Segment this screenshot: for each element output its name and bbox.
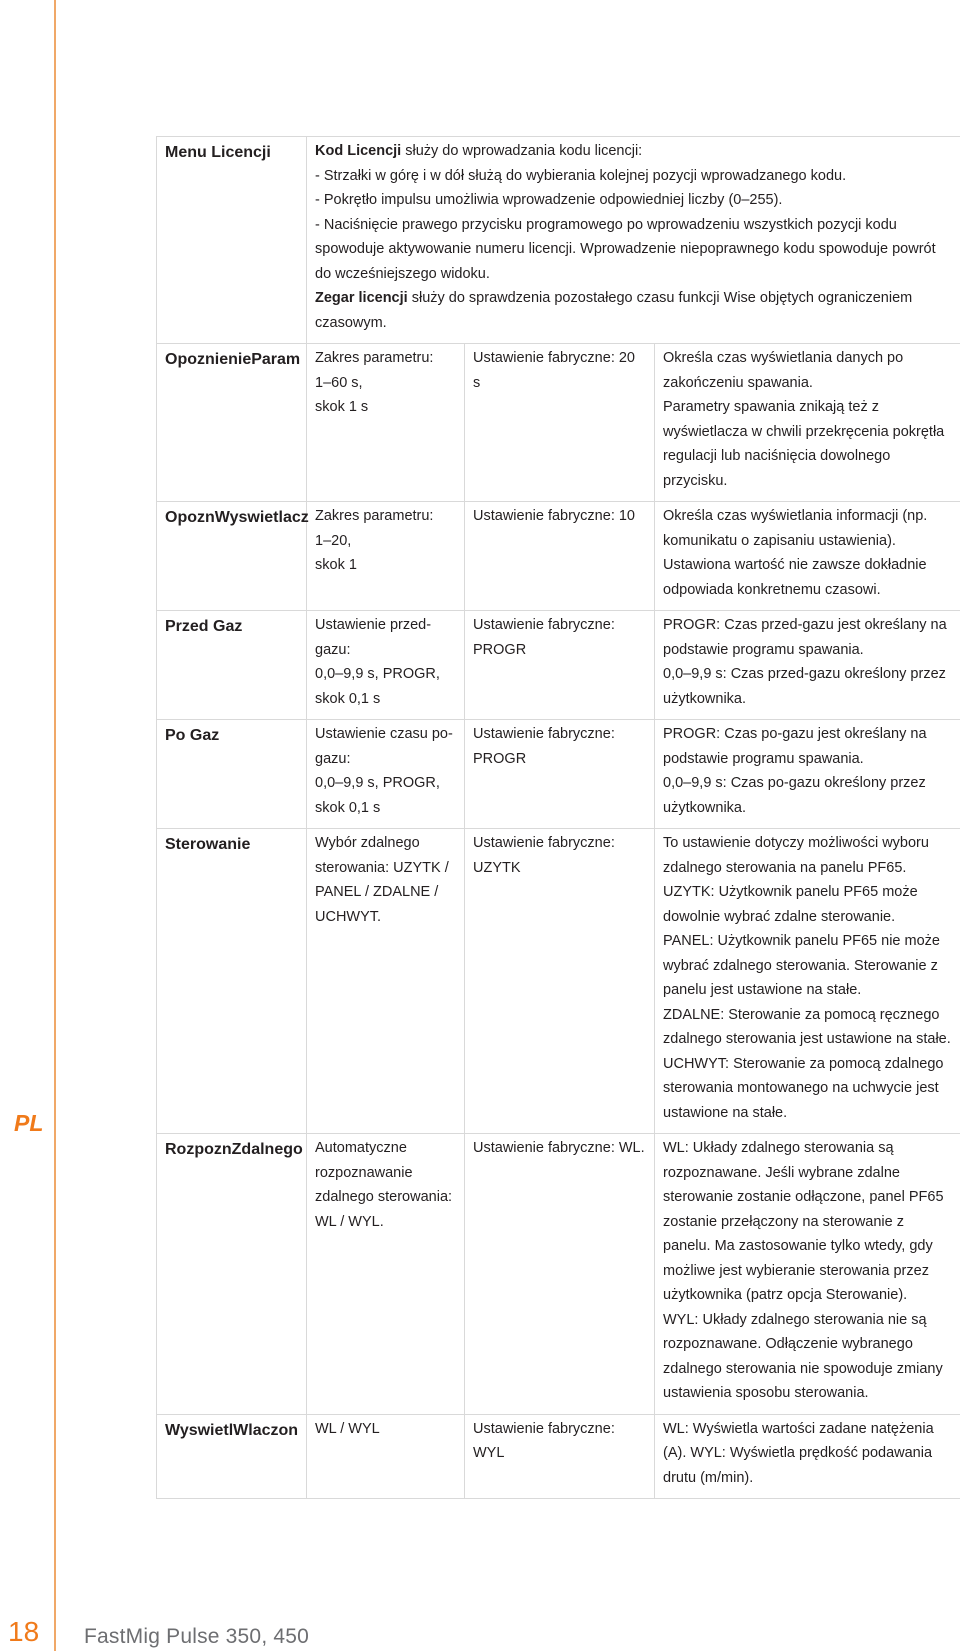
parameter-name: RozpoznZdalnego [157,1134,307,1415]
parameter-range-line: WL / WYL [315,1420,380,1437]
parameter-description [655,829,960,1134]
parameter-description-line: Parametry spawania znikają też z wyświetlacza w chwili przekręcenia pokrętła regulacji lub naciśnięcia dowolnego przycisku. [663,399,945,489]
parameter-name: OpoznienieParam [157,344,307,502]
factory-setting-line: PROGR [473,750,527,767]
parameter-range [307,720,465,829]
parameter-description-line: UZYTK: Użytkownik panelu PF65 może dowolnie wybrać zdalne sterowanie. [663,884,918,925]
factory-setting [465,829,655,1134]
parameter-description-line: Określa czas wyświetlania informacji (np. komunikatu o zapisaniu ustawienia). [663,508,928,549]
factory-setting-line: Ustawienie fabryczne: [473,835,615,851]
factory-setting [465,1134,655,1415]
parameter-description [655,1134,960,1415]
parameter-range-line: 1–20, [315,532,352,549]
parameter-range [307,502,465,611]
table-row [157,344,960,502]
parameter-description-line: PROGR: Czas po-gazu jest określany na podstawie programu spawania. [663,726,927,767]
factory-setting-line: Ustawienie fabryczne: 20 s [473,350,635,391]
factory-setting [465,1414,655,1499]
parameter-description-line: Określa czas wyświetlania danych po zakończeniu spawania. [663,350,904,391]
factory-setting-line: PROGR [473,641,527,658]
parameter-description-line: WYL: Układy zdalnego sterowania nie są rozpoznawane. Odłączenie wybranego zdalnego sterowania nie spowoduje zmiany ustawienia sposobu sterowania. [663,1311,943,1401]
parameter-range-line: skok 1 [315,557,357,573]
parameter-name: OpoznWyswietlacz [157,502,307,611]
parameter-range-line: skok 1 s [315,399,369,415]
parameter-table [156,136,960,1499]
parameter-range-line: skok 0,1 s [315,799,381,816]
licence-line: - Naciśnięcie prawego przycisku programowego po wprowadzeniu wszystkich pozycji kodu spowoduje aktywowanie numeru licencji. Wprowadzenie niepoprawnego kodu spowoduje powrót do wcześniejszego widoku. [315,216,936,282]
parameter-description-line: To ustawienie dotyczy możliwości wyboru zdalnego sterowania na panelu PF65. [663,835,929,876]
parameter-range-line: 1–60 s, [315,374,363,391]
licence-code-text: służy do wprowadzania kodu licencji: [401,143,643,159]
licence-line: - Pokrętło impulsu umożliwia wprowadzenie odpowiedniej liczby (0–255). [315,192,783,208]
parameter-range-line: Zakres parametru: [315,350,434,366]
parameter-name: Sterowanie [157,829,307,1134]
parameter-description [655,1414,960,1499]
parameter-name: Menu Licencji [157,137,307,344]
table-row [157,720,960,829]
parameter-range-line: skok 0,1 s [315,690,381,707]
footer-product-name: FastMig Pulse 350, 450 [84,1625,310,1648]
factory-setting-line: Ustawienie fabryczne: 10 [473,508,635,524]
licence-clock-text: służy do sprawdzenia pozostałego czasu funkcji Wise objętych ograniczeniem czasowym. [315,290,913,331]
parameter-range-line: Ustawienie czasu po-gazu: [315,726,453,767]
parameter-name: Przed Gaz [157,611,307,720]
parameter-description [655,344,960,502]
margin-rule [54,0,56,1651]
parameter-description [655,720,960,829]
factory-setting [465,344,655,502]
table-row [157,1134,960,1415]
table-row [157,502,960,611]
table-row [157,1414,960,1499]
parameter-description-line: Ustawiona wartość nie zawsze dokładnie odpowiada konkretnemu czasowi. [663,557,927,598]
language-tab: PL [14,1110,44,1136]
page-number: 18 [8,1616,40,1647]
factory-setting-line: Ustawienie fabryczne: WYL [473,1420,615,1461]
factory-setting [465,611,655,720]
parameter-range-line: Automatyczne rozpoznawanie zdalnego sterowania: WL / WYL. [315,1140,453,1230]
factory-setting-line: Ustawienie fabryczne: [473,726,615,742]
licence-code-term: Kod Licencji [315,143,402,159]
parameter-description [655,502,960,611]
licence-line: - Strzałki w górę i w dół służą do wybierania kolejnej pozycji wprowadzanego kodu. [315,167,847,184]
parameter-description [655,611,960,720]
parameter-description-line: ZDALNE: Sterowanie za pomocą ręcznego zdalnego sterowania jest ustawione na stałe. [663,1006,951,1047]
parameter-description-line: WL: Wyświetla wartości zadane natężenia (A). WYL: Wyświetla prędkość podawania drutu (m/min). [663,1420,934,1486]
parameter-name: WyswietlWlaczon [157,1414,307,1499]
parameter-range-line: 0,0–9,9 s, PROGR, [315,666,440,682]
parameter-name: Po Gaz [157,720,307,829]
parameter-description-line: 0,0–9,9 s: Czas po-gazu określony przez użytkownika. [663,775,926,816]
parameter-range-line: 0,0–9,9 s, PROGR, [315,775,440,791]
parameter-range [307,1414,465,1499]
parameter-description-line: 0,0–9,9 s: Czas przed-gazu określony przez użytkownika. [663,666,946,707]
parameter-range [307,1134,465,1415]
factory-setting-line: Ustawienie fabryczne: WL. [473,1140,645,1156]
parameter-description-line: PANEL: Użytkownik panelu PF65 nie może wybrać zdalnego sterowania. Sterowanie z panelu jest ustawione na stałe. [663,933,940,998]
table-row [157,829,960,1134]
table-row [157,137,960,344]
factory-setting [465,720,655,829]
factory-setting [465,502,655,611]
licence-description [307,137,960,344]
parameter-range [307,344,465,502]
parameter-description-line: PROGR: Czas przed-gazu jest określany na podstawie programu spawania. [663,617,947,658]
factory-setting-line: UZYTK [473,859,521,876]
factory-setting-line: Ustawienie fabryczne: [473,617,615,633]
table-row [157,611,960,720]
parameter-range [307,611,465,720]
licence-clock-term: Zegar licencji [315,290,408,306]
parameter-range-line: Zakres parametru: [315,508,434,524]
parameter-description-line: WL: Układy zdalnego sterowania są rozpoznawane. Jeśli wybrane zdalne sterowanie zostanie odłączone, panel PF65 zostanie przełączony na sterowanie z panelu. Ma zastosowanie tylko wtedy, gdy możliwe jest wybieranie sterowania przez użytkownika (patrz opcja Sterowanie). [663,1140,944,1303]
parameter-range-line: Wybór zdalnego sterowania: UZYTK / PANEL / ZDALNE / UCHWYT. [315,835,449,925]
parameter-range [307,829,465,1134]
parameter-description-line: UCHWYT: Sterowanie za pomocą zdalnego sterowania montowanego na uchwycie jest ustawione na stałe. [663,1055,944,1121]
parameter-range-line: Ustawienie przed-gazu: [315,617,432,658]
